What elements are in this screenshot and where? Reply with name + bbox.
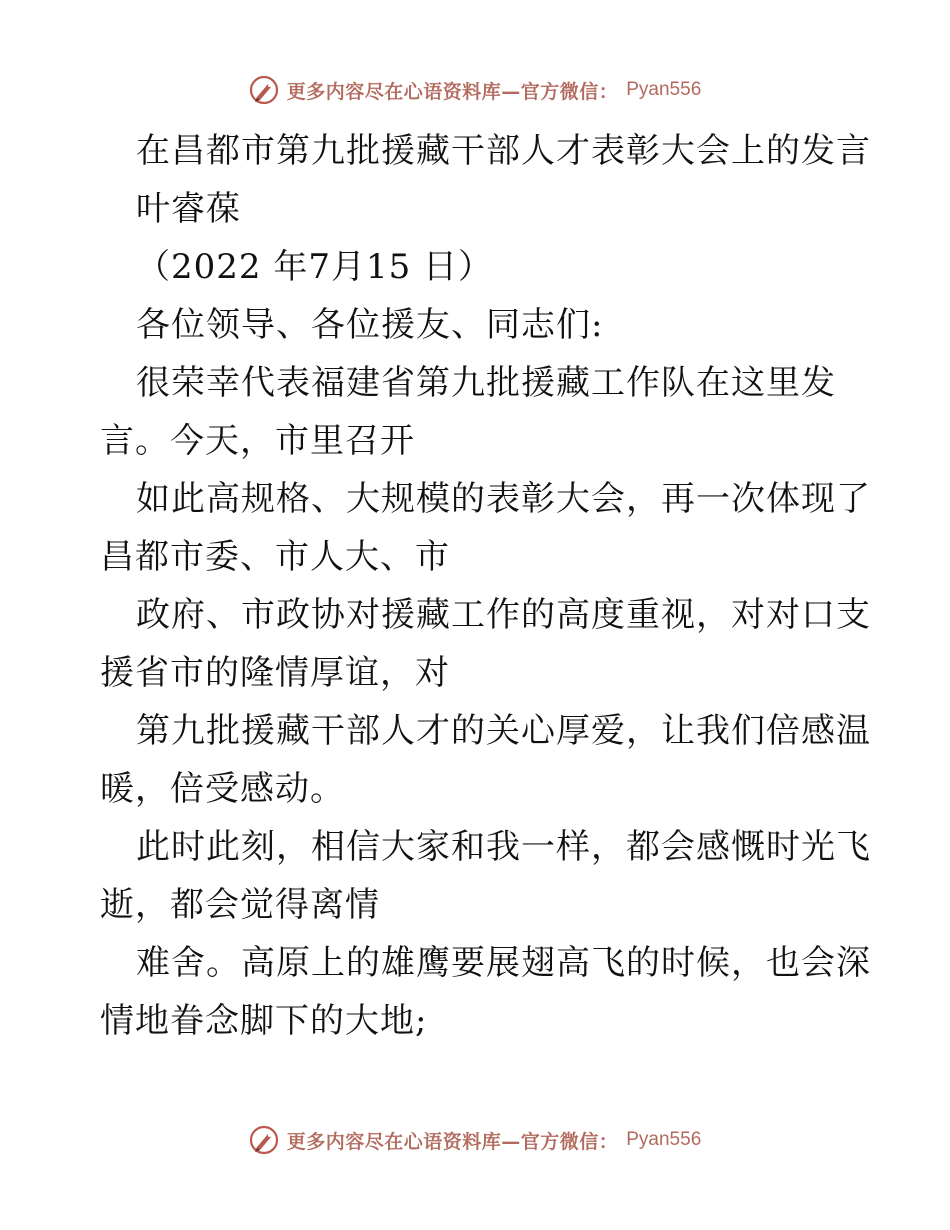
speech-title: 在昌都市第九批援藏干部人才表彰大会上的发言 <box>136 131 871 171</box>
paragraph-line: 难舍。高原上的雄鹰要展翅高飞的时候，也会深 <box>136 943 871 983</box>
paragraph-line: 昌都市委、市人大、市 <box>100 537 450 577</box>
document-body <box>100 122 871 1050</box>
paragraph-line: 援省市的隆情厚谊，对 <box>100 653 450 693</box>
watermark-header <box>0 72 950 108</box>
paragraph-line: 情地眷念脚下的大地; <box>100 1001 428 1041</box>
watermark-text: 更多内容尽在心语资料库—官方微信： <box>286 1130 619 1153</box>
watermark-account: Pyan556 <box>626 79 702 100</box>
paragraph-line: 言。今天，市里召开 <box>100 421 415 461</box>
pen-circle-logo-icon <box>249 1125 279 1155</box>
watermark-text: 更多内容尽在心语资料库—官方微信： <box>286 80 619 103</box>
paragraph-line: 政府、市政协对援藏工作的高度重视，对对口支 <box>136 595 871 635</box>
watermark-account: Pyan556 <box>626 1129 702 1150</box>
salutation: 各位领导、各位援友、同志们: <box>136 305 604 345</box>
paragraph-line: 逝，都会觉得离情 <box>100 885 380 925</box>
speech-date: （2022 年7月15 日） <box>136 247 494 287</box>
watermark-footer <box>0 1122 950 1158</box>
pen-circle-logo-icon <box>249 75 279 105</box>
paragraph-line: 如此高规格、大规模的表彰大会，再一次体现了 <box>136 479 871 519</box>
paragraph-line: 很荣幸代表福建省第九批援藏工作队在这里发 <box>136 363 836 403</box>
speaker-name: 叶睿葆 <box>136 189 241 229</box>
paragraph-line: 此时此刻，相信大家和我一样，都会感慨时光飞 <box>136 827 871 867</box>
paragraph-line: 暖，倍受感动。 <box>100 769 345 809</box>
paragraph-line: 第九批援藏干部人才的关心厚爱，让我们倍感温 <box>136 711 871 751</box>
